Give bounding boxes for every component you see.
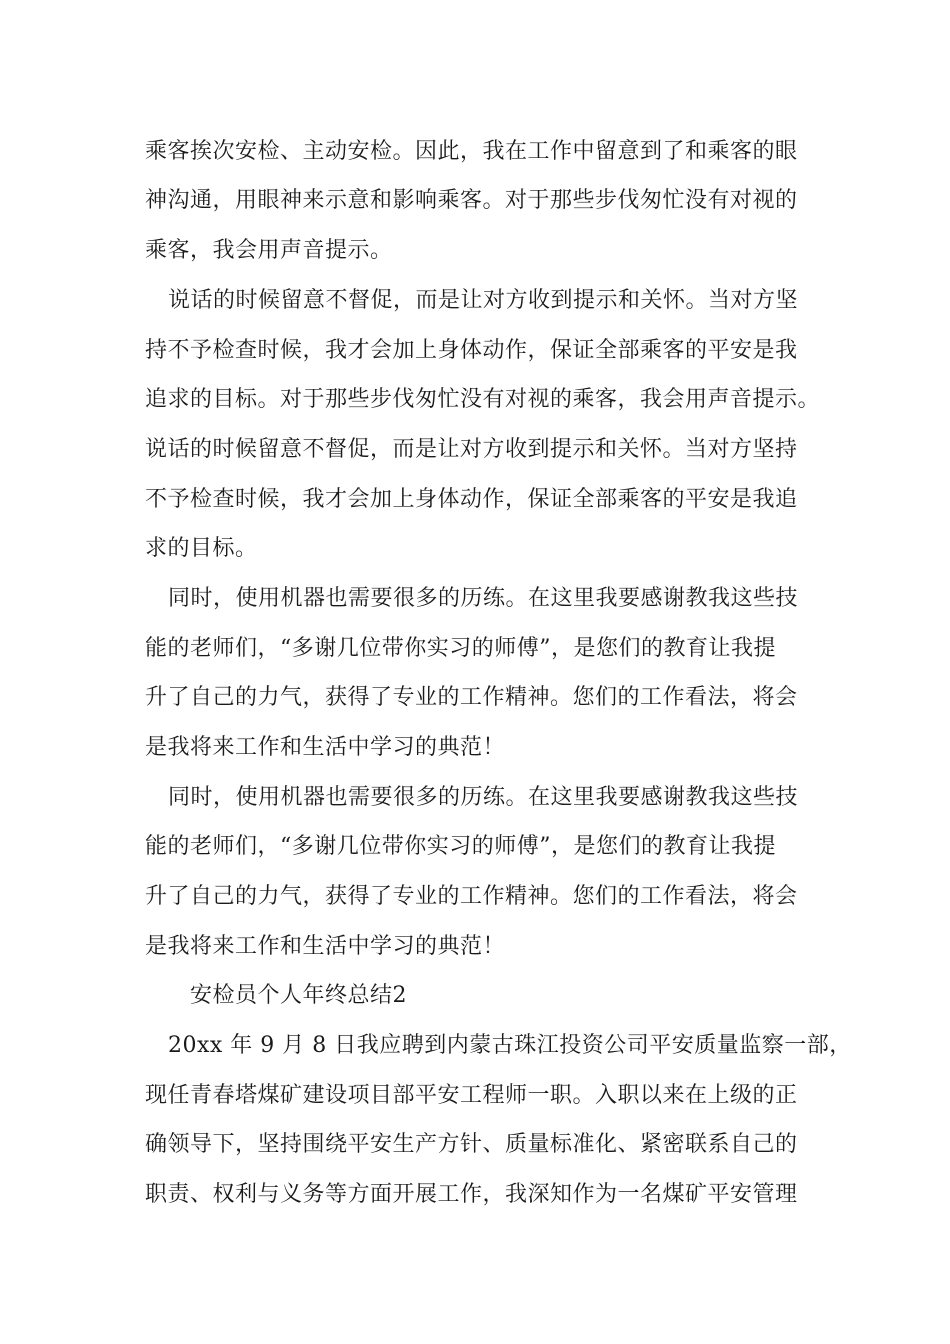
text-line: 乘客，我会用声音提示。: [145, 238, 393, 263]
text-line: 神沟通，用眼神来示意和影响乘客。对于那些步伐匆忙没有对视的: [145, 188, 798, 213]
text-line: 确领导下，坚持围绕平安生产方针、质量标准化、紧密联系自己的: [145, 1132, 798, 1157]
text-line: 能的老师们，“多谢几位带你实习的师傅”，是您们的教育让我提: [145, 636, 776, 661]
text-line: 能的老师们，“多谢几位带你实习的师傅”，是您们的教育让我提: [145, 834, 776, 859]
text-line: 升了自己的力气，获得了专业的工作精神。您们的工作看法，将会: [145, 884, 798, 909]
text-line: 是我将来工作和生活中学习的典范！: [145, 934, 506, 959]
text-line: 说话的时候留意不督促，而是让对方收到提示和关怀。当对方坚持: [145, 437, 798, 462]
text-line: 职责、权利与义务等方面开展工作，我深知作为一名煤矿平安管理: [145, 1182, 798, 1207]
text-line: 20xx 年 9 月 8 日我应聘到内蒙古珠江投资公司平安质量监察一部，: [168, 1033, 852, 1058]
text-line: 说话的时候留意不督促，而是让对方收到提示和关怀。当对方坚: [168, 288, 799, 313]
text-line: 是我将来工作和生活中学习的典范！: [145, 735, 506, 760]
text-line: 现任青春塔煤矿建设项目部平安工程师一职。入职以来在上级的正: [145, 1083, 798, 1108]
section-heading: 安检员个人年终总结2: [190, 983, 407, 1008]
text-line: 持不予检查时候，我才会加上身体动作，保证全部乘客的平安是我: [145, 338, 798, 363]
text-line: 求的目标。: [145, 536, 258, 561]
text-line: 追求的目标。对于那些步伐匆忙没有对视的乘客，我会用声音提示。: [145, 387, 821, 412]
text-line: 不予检查时候，我才会加上身体动作，保证全部乘客的平安是我追: [145, 487, 798, 512]
text-line: 乘客挨次安检、主动安检。因此，我在工作中留意到了和乘客的眼: [145, 139, 798, 164]
text-line: 同时，使用机器也需要很多的历练。在这里我要感谢教我这些技: [168, 785, 799, 810]
text-line: 同时，使用机器也需要很多的历练。在这里我要感谢教我这些技: [168, 586, 799, 611]
text-line: 升了自己的力气，获得了专业的工作精神。您们的工作看法，将会: [145, 685, 798, 710]
